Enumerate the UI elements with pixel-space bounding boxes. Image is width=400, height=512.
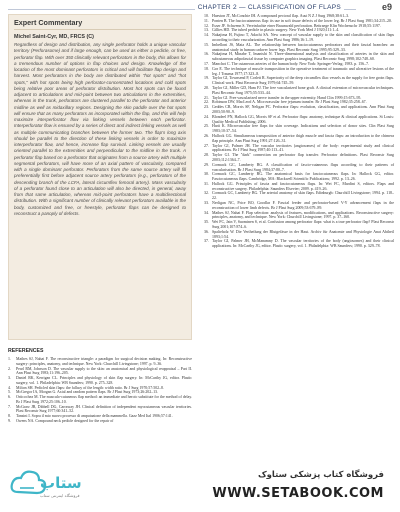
reference-text: Daniel RK, Kerrigan CL. Principles and physiology of skin flap surgery. In: McCarthy JG, editor. Plastic surgery, vol. 1. Philadelphia: WB Saunders; 1990. p. 275–328. — [16, 376, 192, 385]
reference-text: Taylor GI, Palmer JH, McManamny D. The vascular territories of the body (angiosomes) and their clinical applications. In: McCarthy JG, editor. Plastic surgery, vol. 1. Philadelphia: WB Saunders; 1990. p. 329–78. — [212, 238, 394, 249]
reference-number: 21. — [204, 94, 209, 100]
setab-logo — [10, 466, 80, 504]
reference-text: Cormack GC, Lamberty BG. A classification of fascio-cutaneous flaps according to their patterns of vascularisation. Br J Plast Surg 1984;37:80–7. — [212, 161, 394, 172]
reference-text: McGraw JB, Dibbell DG, Carraway JH. Clinical definition of independent myocutaneous vascular territories. Plast Reconstr Surg 1977;60:341–52. — [16, 404, 192, 414]
reference-number: 29. — [204, 161, 209, 167]
reference-text: Taylor GI, Palmer JH. The vascular territories (angiosomes) of the body: experimental study and clinical applications. Br J Plast Surg 1987;40:113–41. — [212, 142, 394, 153]
reference-number: 14. — [204, 32, 209, 38]
reference-number: 18. — [204, 65, 209, 71]
reference-text: Tansini I. Sopra il mio nuovo processo di amputazione della mammella. Gazz Med Ital 1906;57:141. — [16, 414, 173, 418]
reference-number: 20. — [204, 84, 209, 90]
reference-text: Wei FC, Jain V, Suominen S, et al. Confusion among perforator flaps: what is a true perforator flap? Plast Reconstr Surg 2001;107:874–6. — [212, 219, 394, 230]
reference-number: 3. — [8, 376, 11, 380]
reference-text: Taylor GI. Free vascularized nerve transfer in the upper extremity. Hand Clin 1999;15:673–95. — [212, 94, 362, 100]
reference-text: Mathes SJ, Nahai F. The reconstructive triangle: a paradigm for surgical decision making. In: Reconstructive surgery: principles, anatomy, and technique. New York: Churchill Livingstone; 1997. p. 9–36. — [16, 357, 192, 366]
reference-number: 4. — [8, 385, 11, 390]
reference-item — [8, 405, 192, 415]
reference-number: 16. — [204, 51, 209, 57]
reference-number: 27. — [204, 142, 209, 148]
reference-item — [8, 419, 192, 424]
reference-item — [204, 239, 394, 249]
reference-text: Pearl RM, Johnson D. The vascular supply to the skin: an anatomical and physiological reappraisal – Part II. Ann Plast Surg 1983;11:196–205. — [16, 366, 192, 376]
reference-number: 12. — [204, 22, 209, 28]
reference-text: Nakajima H, Fujino T, Adachi SA. New concept of vascular supply to the skin and classification of skin flaps according to their vascularization. Ann Plast Surg 1986;16:1–19. — [212, 32, 394, 42]
chapter-title: CHAPTER 2 — CLASSIFICATION OF FLAPS — [195, 4, 344, 11]
reference-number: 23. — [204, 104, 209, 110]
commentary-author: Michel Saint-Cyr, MD, FRCS (C) — [14, 34, 94, 40]
left-column — [8, 14, 192, 424]
commentary-title: Expert Commentary — [14, 18, 186, 30]
reference-number: 26. — [204, 132, 209, 138]
reference-number: 8. — [8, 414, 11, 418]
reference-text: Blondeel PN, Hallock GG, Morris SF et al. Perforator flaps: anatomy, technique & clinical applications. St Louis: Quality Medical Publishing; 2006. — [212, 113, 394, 124]
reference-text: Hallock GG. Principles of fascia and fasciocutaneous flaps. In: Wei FC, Mardini S, editors. Flaps and reconstructive surgery. Philadelphia: Saunders Elsevier; 2009. p. 419–26. — [212, 180, 394, 191]
reference-number: 7. — [8, 404, 11, 409]
commentary-body: Regardless of design and distribution, any single perforator holds a unique vascular territory (Perforasome) and if large enough, can be used as either a pedicle, or free, perforator flap. With over 350 clinically relevant perforators in the body, this allows for a tremendous number of options in flap choices and design. Knowledge of the location of the most dominant perforators is critical and will facilitate flap design and harvest. Most perforators in the body are distributed within "hot spots" and "hot spots," with hot spots being high perforator-concentrated locations and cold spots being relative poor areas of perforator distribution. Most hot spots can be found adjacent to articulations and mid-point between two articulations in the extremities, whereas in the trunk, perforators are clustered parallel to the perforator and anterior midline as well as midaxillary regions. Designing the skin paddle over the hot spots will ensure that as many perforators as incorporated within the flap, and this will help maximize interperforator flow via linking vessels between each perforator. Interperforator flow is ensured by a series of direct and indirect linking vessels as well as multiple communicating branches between the former two. The flap's long axis should be parallel to the direction of these linking vessels in order to maximize interperforator flow, and hence, increase flap survival. Linking vessels are usually oriented parallel to the extremities and perpendicular to the midline in the trunk. A perforator flap based on a perforator that originates from a source artery with multiple segmental perforators, will have more of an axial pattern of vascularity, compared with a single dominant perforator. Perforators from the same source artery will fill preferentially first before adjacent source artery perforators (e.g., perforators of the descending branch of the LCFA, lateral circumflex femoral artery). Mass vascularity of a perforator found close to an articulation will also be directed, in general, away from that same articulation, whereas mid-point perforators have a multidirectional distribution. With a significant number of clinically relevant perforators available in the body, customized and free, or freestyle, perforator flaps can be designed to reconstruct a panoply of defects. — [14, 42, 186, 216]
expert-commentary-box — [8, 14, 192, 340]
reference-number: 32. — [204, 190, 209, 196]
references-list-left — [8, 357, 192, 424]
reference-text: Hueston JT, McConchie IH. A compound pectoral flap. Aust N Z J Surg 1968;38:61–3. — [212, 13, 350, 18]
reference-text: Mathes SJ, Nahai F. Flap selection: analysis of features, modifications, and applications. Reconstructive surgery: principles, anatomy, and technique. New York: Churchill Livingstone; 1997. p. 37–160. — [212, 209, 394, 220]
reference-number: 19. — [204, 75, 209, 81]
reference-item — [8, 357, 192, 367]
reference-text: Taylor GI. The "dark" connection on perforator flap transfer. Perforator definitions. Plast Reconstr Surg 2003;112:1364–7. — [212, 152, 394, 162]
reference-number: 30. — [204, 171, 209, 177]
reference-text: Imbelloni JS, Maia AL. The relationship between fasciocutaneous perforators and their fascial branches: an anatomical study in human cadaver lower legs. Plast Reconstr Surg 1995;95:329–33. — [212, 41, 394, 52]
reference-number: 31. — [204, 180, 209, 186]
reference-number: 13. — [204, 27, 209, 33]
reference-number: 2. — [8, 366, 11, 371]
reference-number: 34. — [204, 209, 209, 215]
reference-text: Cormack GC, Lamberty BG. The anatomical basis for fasciocutaneous flaps. In: Hallock GG, editor. Fasciocutaneous flaps. Cambridge, MA: Blackwell Scientific Publications; 1992. p. 13–26. — [212, 171, 394, 182]
store-name: فروشگاه کتاب پزشکی ستاوک — [257, 470, 384, 480]
reference-text: Orticochea M. The musculo-cutaneous flap method: an immediate and heroic substitute for the method of delay. Br J Plast Surg 1972;25:106–10. — [16, 395, 192, 404]
logo-subtitle: فروشگاه اینترنتی ستاب — [40, 493, 80, 498]
reference-number: 22. — [204, 99, 209, 105]
reference-text: Manchot C. The cutaneous arteries of the human body. New York: Springer-Verlag; 1983. p. 156–7. — [212, 60, 370, 66]
reference-text: Esser JF. Schwenn S. Vereinfachte einer Braunwald perforation. Beitraege Klin Wochenschr 1918;55:1197. — [212, 22, 381, 28]
reference-text: McGregor IA, Morgan G. Axial and random pattern flaps. Br J Plast Surg 1973;26:202–13. — [16, 390, 158, 395]
watermark-footer — [0, 462, 400, 512]
store-url[interactable]: WWW.SETABOOK.COM — [212, 486, 384, 501]
reference-text: Harii K. Microvascular free flaps for skin coverage. Indications and selection of donor sites. Clin Plast Surg 1983;10:37–54. — [212, 123, 394, 134]
reference-number: 36. — [204, 228, 209, 234]
logo-wordmark: ستاب — [40, 474, 82, 492]
reference-text: Nakajima H, Minabe T, Imanishi N. Three-dimensional analysis and classification of arteries in the skin and subcutaneous adipofascial tissue by computer graphics imaging. Plast Reconstr Surg 1998;102:748–60. — [212, 51, 394, 62]
reference-text: Taylor GI, Miller GD, Ham FJ. The free vascularized bone graft. A clinical extension of microvascular techniques. Plast Reconstr Surg 1975;55:533–44. — [212, 84, 394, 95]
reference-text: Owens NA. Compound neck pedicle designed for the repair of — [16, 418, 114, 423]
references-heading: REFERENCES — [8, 348, 44, 354]
reference-text: Geddes CR, Morris SF, Neligan PC. Perforator flaps: evolution, classification, and applications. Ann Plast Surg 2003;50:90–9. — [212, 104, 394, 114]
reference-number: 10. — [204, 13, 209, 18]
reference-number: 35. — [204, 219, 209, 225]
reference-number: 6. — [8, 395, 11, 399]
reference-number: 28. — [204, 152, 209, 158]
reference-number: 17. — [204, 60, 209, 66]
reference-text: Gillies HD. The tubed pedicle in plastic surgery. New York Med J 1920;111:1–4. — [212, 27, 340, 33]
reference-text: Gor E. The technique of muscle transposition in the operative treatment of traumatic and ulcerative lesions of the leg. J Trauma 1977;17:323–8. — [212, 65, 394, 76]
reference-text: Taylor GI, Townsend P, Corlett R. Superiority of the deep circumflex iliac vessels as the supply for free groin flaps. Clinical work. Plast Reconstr Surg 1979;64:745–59. — [212, 75, 394, 86]
reference-text: Spalteholz W. Die Vertheilung der Blutgefässe in der Haut. Archiv für Anatomie und Physiologie Anat Abtheil 1893;1:54. — [212, 228, 394, 239]
reference-number: 25. — [204, 123, 209, 129]
reference-text: Robinson DW, MacLeod A. Microvascular free jejunum transfer. Br J Plast Surg 1982;35:258–67. — [212, 99, 367, 105]
reference-number: 15. — [204, 41, 209, 47]
reference-item — [8, 376, 192, 386]
references-list-right — [204, 14, 394, 249]
reference-number: 1. — [8, 357, 11, 361]
reference-text: Milton SH. Pedicled skin flaps: the fallacy of the length: width ratio. Br J Surg 1970;57:502–8. — [16, 385, 164, 390]
right-column — [204, 14, 394, 249]
reference-number: 24. — [204, 113, 209, 119]
reference-text: Ponten B. The fasciocutaneous flap: its use in soft tissue defects of the lower leg. Br J Plast Surg 1981;34:215–20. — [212, 17, 392, 23]
reference-number: 5. — [8, 390, 11, 395]
reference-text: Hallock GG. Simultaneous transposition of anterior thigh muscle and fascia flaps: an introduction to the chimera flap principle. Ann Plast Surg 1991;27:126–31. — [212, 132, 394, 143]
reference-number: 11. — [204, 17, 209, 23]
reference-number: 33. — [204, 200, 209, 206]
reference-item — [8, 395, 192, 405]
reference-number: 37. — [204, 238, 209, 244]
reference-number: 9. — [8, 418, 11, 423]
reference-text: Nerligan NC, Price BO, Goodlar F. Fascial feeder and perforator-based V-Y advancement flaps in the reconstruction of lower limb defects. Br J Plast Surg 2009;53:679–89. — [212, 200, 394, 210]
reference-text: Cormack GC, Lamberty BG. The arterial anatomy of skin flaps. Edinburgh: Churchill Livingstone; 1994. p. 118–22. — [212, 190, 394, 201]
page-number: e9 — [381, 2, 392, 12]
reference-item — [8, 367, 192, 377]
